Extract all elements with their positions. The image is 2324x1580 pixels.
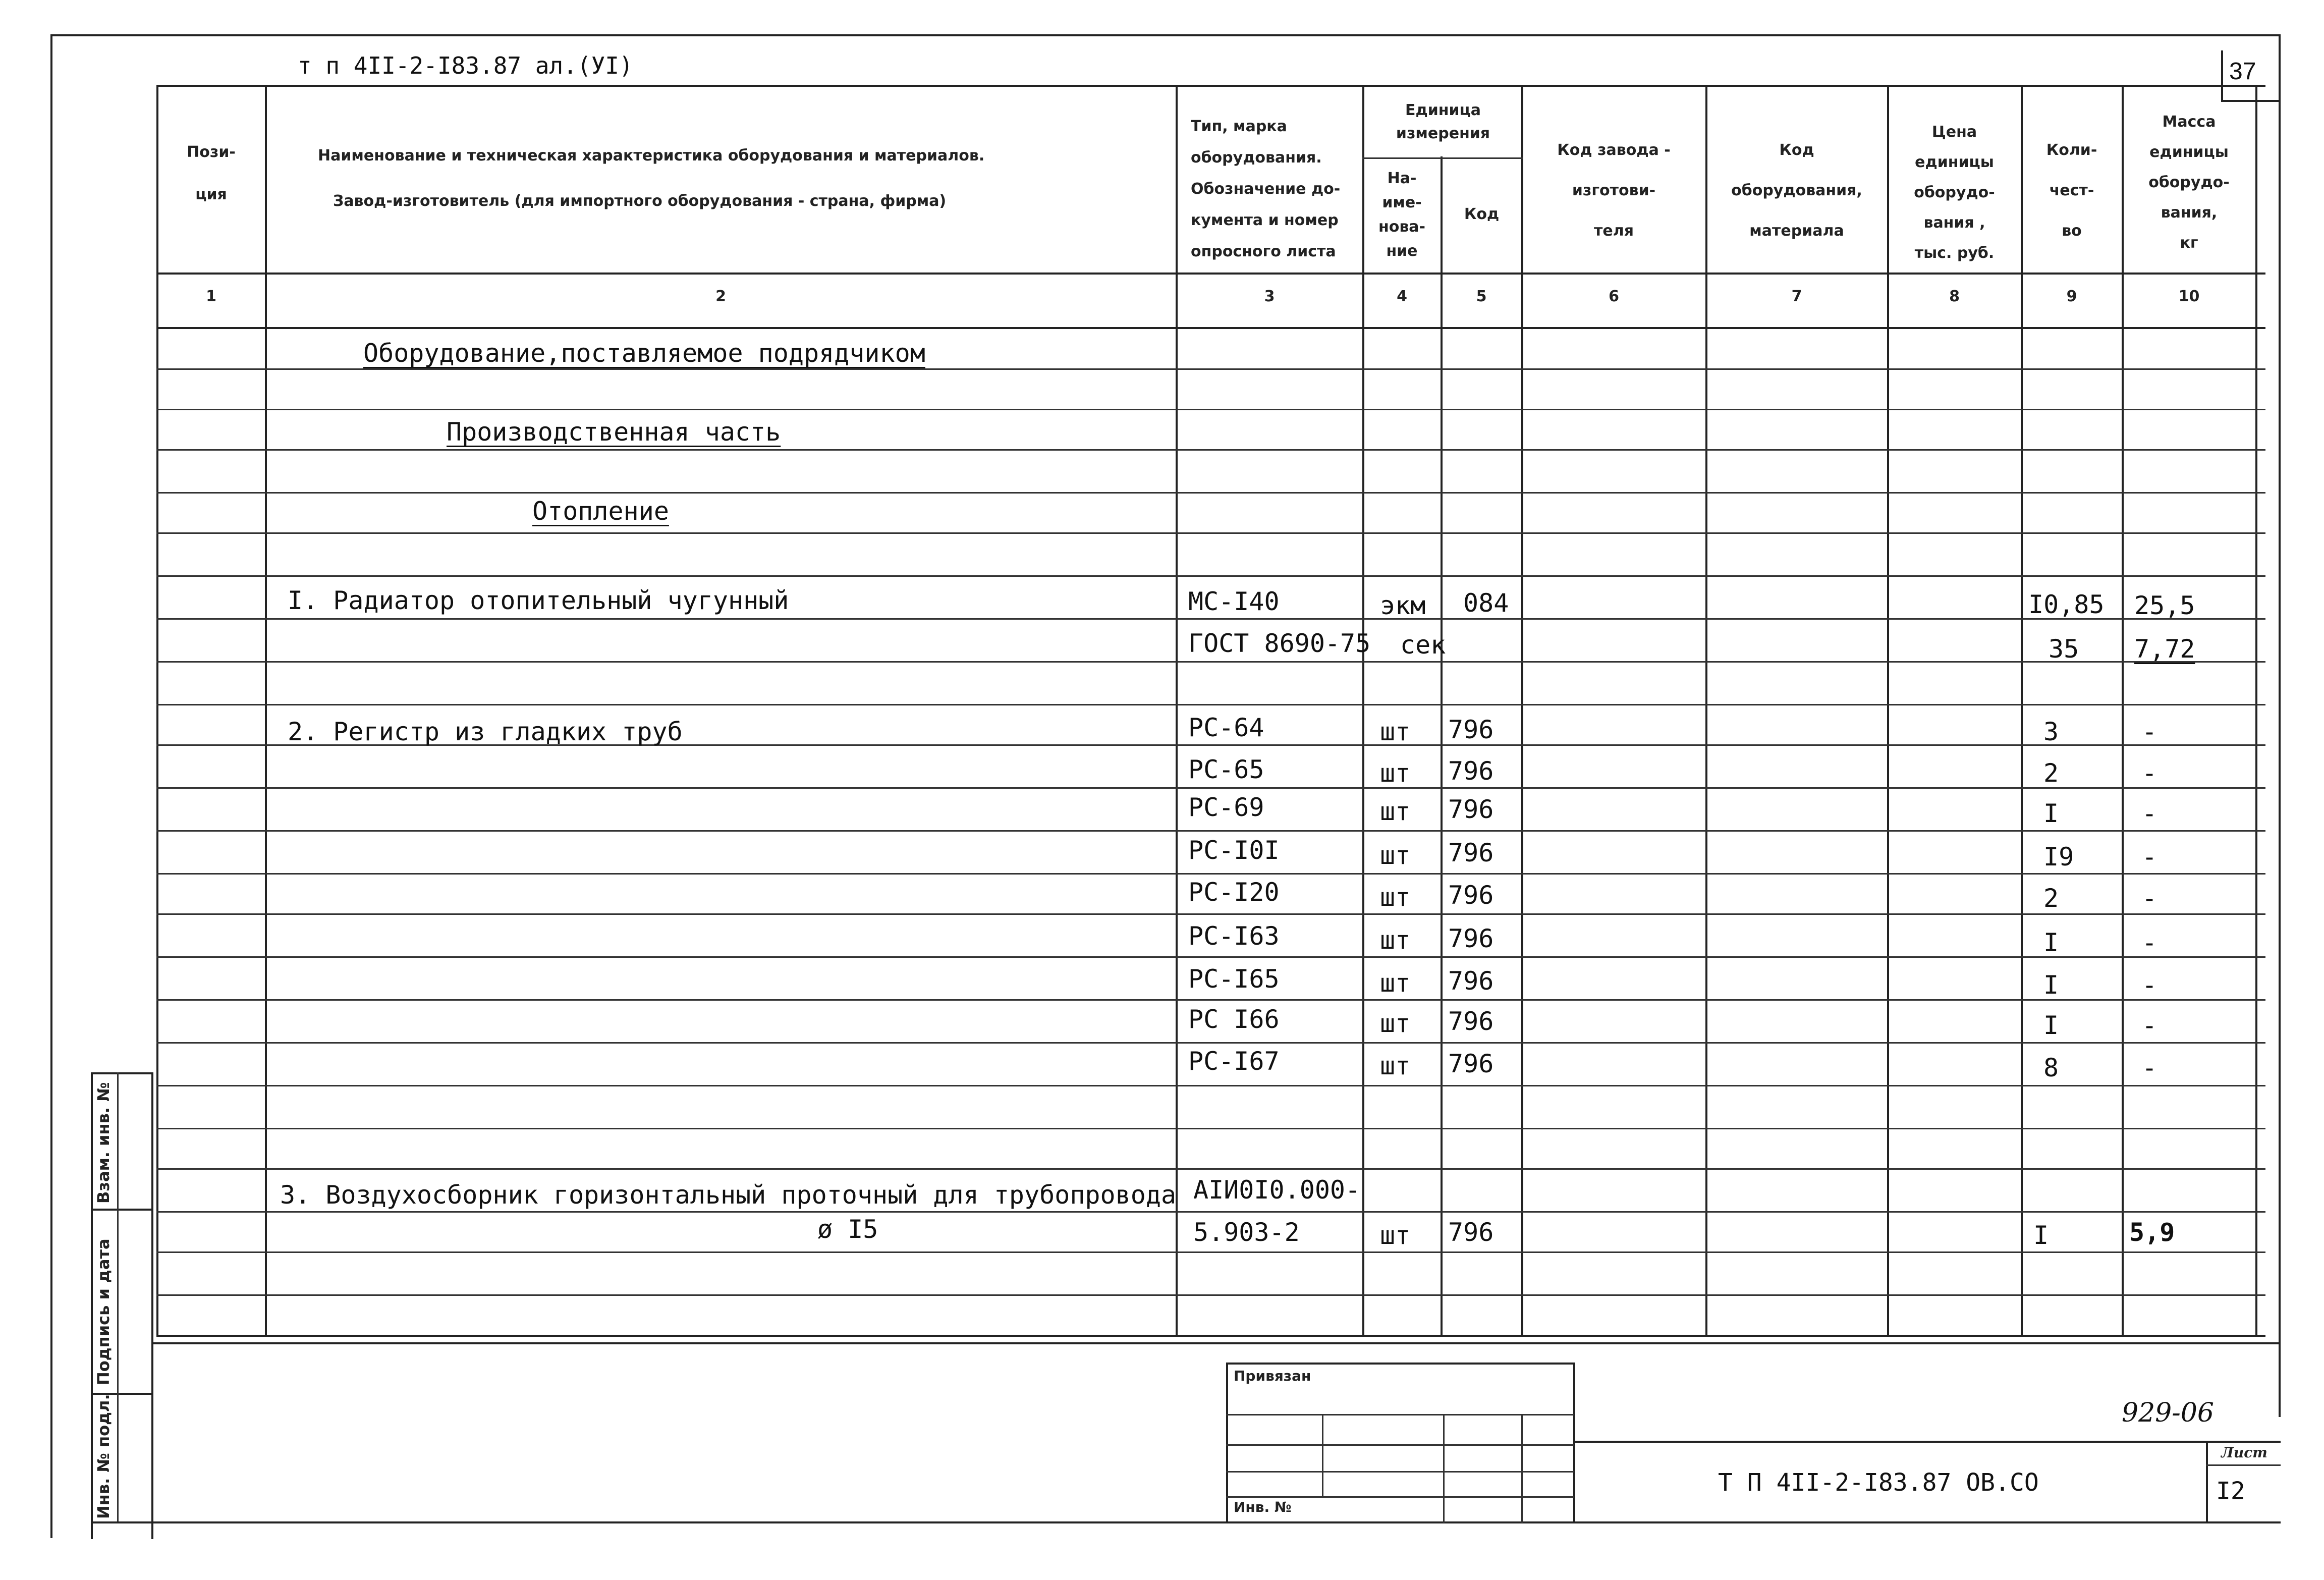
row-line xyxy=(156,704,2265,705)
col-header-9: Коли- чест- во xyxy=(2046,141,2097,240)
item-type: РС I66 xyxy=(1188,1005,1280,1034)
title-block-line xyxy=(1573,1441,2281,1443)
row-line xyxy=(156,913,2265,915)
top-border xyxy=(50,34,2281,36)
row-line xyxy=(156,575,2265,577)
item-unit: шт xyxy=(1380,841,1411,870)
col-num-9: 9 xyxy=(2066,288,2077,305)
item-type: 5.903-2 xyxy=(1193,1218,1300,1247)
item-type: РС-65 xyxy=(1188,755,1264,784)
item-type: МС-I40 xyxy=(1188,587,1280,616)
item-name: ø I5 xyxy=(817,1215,878,1244)
attached-box-line xyxy=(1573,1363,1575,1523)
row-line xyxy=(156,999,2265,1001)
col-line xyxy=(2255,85,2257,1336)
row-line xyxy=(156,449,2265,451)
item-unit: экм xyxy=(1380,591,1426,620)
inv-label: Инв. № xyxy=(1234,1499,1292,1515)
row-line xyxy=(156,1085,2265,1086)
side-stamp-line xyxy=(151,1072,153,1539)
col-num-10: 10 xyxy=(2178,288,2200,305)
item-unit: шт xyxy=(1380,797,1411,826)
col-num-6: 6 xyxy=(1609,288,1619,305)
item-mass: - xyxy=(2142,842,2157,871)
col-num-4: 4 xyxy=(1397,288,1407,305)
item-type: РС-I63 xyxy=(1188,921,1280,951)
item-code: 796 xyxy=(1448,715,1494,744)
col-header-3: Тип, марка оборудования. Обозначение до- кумента и номер опросного листа xyxy=(1191,118,1341,260)
item-mass: - xyxy=(2142,1053,2157,1082)
unit-group-divider xyxy=(1362,157,1523,159)
row-line xyxy=(156,1211,2265,1213)
col-line xyxy=(1176,85,1178,1336)
col-line xyxy=(1887,85,1889,1336)
item-unit: шт xyxy=(1380,883,1411,912)
item-qty: I xyxy=(2043,1011,2059,1040)
col-header-7: Код оборудования, материала xyxy=(1731,141,1862,240)
top-document-code: т п 4II-2-I83.87 ал.(УI) xyxy=(298,52,633,79)
section-title: Оборудование,поставляемое подрядчиком xyxy=(363,339,925,368)
bottom-document-code: Т П 4II-2-I83.87 ОВ.СО xyxy=(1718,1468,2039,1497)
item-code: 796 xyxy=(1448,838,1494,867)
row-line xyxy=(156,409,2265,410)
item-qty: I xyxy=(2043,799,2059,828)
row-line xyxy=(156,618,2265,620)
item-type: РС-I0I xyxy=(1188,836,1280,865)
item-code: 796 xyxy=(1448,924,1494,953)
item-type: РС-I65 xyxy=(1188,964,1280,994)
title-block-top-line xyxy=(151,1342,2281,1344)
item-mass: - xyxy=(2142,717,2157,746)
attached-box-line xyxy=(1226,1363,1574,1365)
item-code: 796 xyxy=(1448,1049,1494,1078)
item-mass: 25,5 xyxy=(2134,591,2195,620)
item-name: I. Радиатор отопительный чугунный xyxy=(288,586,789,615)
item-mass: - xyxy=(2142,970,2157,1000)
item-code: 796 xyxy=(1448,795,1494,824)
row-line xyxy=(156,956,2265,958)
col-line xyxy=(265,85,267,1336)
colnum-bottom-line xyxy=(156,327,2265,329)
item-code: 796 xyxy=(1448,881,1494,910)
item-qty: 2 xyxy=(2043,758,2059,788)
col-line xyxy=(156,85,158,1336)
item-type: АIИ0I0.000- xyxy=(1193,1175,1361,1205)
item-mass: - xyxy=(2142,799,2157,828)
row-line xyxy=(156,830,2265,832)
stamp-podpis-data: Подпись и дата xyxy=(94,1238,113,1385)
item-mass: - xyxy=(2142,884,2157,913)
item-unit: сек xyxy=(1400,630,1446,660)
col-num-8: 8 xyxy=(1949,288,1960,305)
item-type: ГОСТ 8690-75 xyxy=(1188,629,1371,658)
col-line xyxy=(1362,85,1364,1336)
item-name: 2. Регистр из гладких труб xyxy=(288,717,683,746)
side-stamp-line xyxy=(117,1072,119,1521)
sheet-label: Лист xyxy=(2221,1444,2267,1461)
sheet-box-line xyxy=(2206,1464,2281,1466)
item-qty: 2 xyxy=(2043,884,2059,913)
item-name: 3. Воздухосборник горизонтальный проточный для трубопровода xyxy=(280,1180,1177,1210)
row-line xyxy=(156,1042,2265,1044)
item-type: РС-I20 xyxy=(1188,878,1280,907)
stamp-inv-podl: Инв. № подл. xyxy=(94,1394,113,1519)
item-qty: 8 xyxy=(2043,1053,2059,1082)
col-num-7: 7 xyxy=(1791,288,1802,305)
item-code: 796 xyxy=(1448,1218,1494,1247)
col-header-8: Цена единицы оборудо- вания , тыс. руб. xyxy=(1914,123,1995,262)
header-bottom-line xyxy=(156,273,2265,275)
section-heating: Отопление xyxy=(532,497,669,526)
table-bottom-line xyxy=(156,1335,2265,1337)
side-stamp-line xyxy=(91,1072,153,1074)
item-unit: шт xyxy=(1380,968,1411,998)
item-code: 796 xyxy=(1448,756,1494,786)
side-stamp-line xyxy=(91,1209,153,1211)
col-header-4: На- име- нова- ние xyxy=(1378,170,1426,260)
row-line xyxy=(156,532,2265,534)
row-line xyxy=(156,1251,2265,1253)
side-stamp-line xyxy=(91,1072,93,1539)
col-num-3: 3 xyxy=(1264,288,1275,305)
col-num-2: 2 xyxy=(715,288,726,305)
attached-label: Привязан xyxy=(1234,1368,1311,1384)
handwritten-ref: 929-06 xyxy=(2122,1398,2214,1428)
sheet-number: I2 xyxy=(2216,1477,2245,1505)
col-line xyxy=(2122,85,2124,1336)
item-qty: 3 xyxy=(2043,717,2059,746)
row-line xyxy=(156,661,2265,663)
item-qty: I0,85 xyxy=(2028,590,2105,619)
row-line xyxy=(156,873,2265,875)
item-unit: шт xyxy=(1380,758,1411,788)
item-code: 796 xyxy=(1448,966,1494,996)
col-num-1: 1 xyxy=(206,288,216,305)
unit-group-header: Единица измерения xyxy=(1396,101,1490,142)
item-unit: шт xyxy=(1380,1221,1411,1250)
col-num-5: 5 xyxy=(1476,288,1487,305)
col-line xyxy=(1521,85,1523,1336)
item-type: РС-64 xyxy=(1188,713,1264,742)
item-type: РС-69 xyxy=(1188,793,1264,822)
item-code: 084 xyxy=(1463,588,1509,618)
row-line xyxy=(156,1294,2265,1296)
table-top-line xyxy=(156,85,2265,87)
row-line xyxy=(156,787,2265,789)
item-qty: I xyxy=(2043,970,2059,1000)
side-stamp-line xyxy=(91,1521,153,1523)
item-mass: - xyxy=(2142,1011,2157,1040)
attached-box-line xyxy=(1521,1414,1523,1523)
col-line xyxy=(1441,156,1443,1336)
attached-box-line xyxy=(1226,1363,1228,1523)
row-line xyxy=(156,1128,2265,1129)
row-line xyxy=(156,1168,2265,1170)
item-unit: шт xyxy=(1380,1051,1411,1080)
item-unit: шт xyxy=(1380,925,1411,955)
right-border xyxy=(2279,34,2281,1417)
item-mass: - xyxy=(2142,758,2157,788)
row-line xyxy=(156,368,2265,370)
item-unit: шт xyxy=(1380,717,1411,746)
section-subtitle: Производственная часть xyxy=(447,417,781,447)
item-mass: - xyxy=(2142,928,2157,957)
item-qty: I xyxy=(2033,1221,2049,1250)
item-type: РС-I67 xyxy=(1188,1047,1280,1076)
item-qty: I xyxy=(2043,928,2059,957)
page-number: 37 xyxy=(2229,58,2256,85)
bottom-border xyxy=(151,1521,2281,1523)
stamp-vzam-inv: Взам. инв. № xyxy=(94,1082,113,1204)
col-header-10: Масса единицы оборудо- вания, кг xyxy=(2148,113,2230,252)
item-qty: I9 xyxy=(2043,842,2074,871)
col-header-2: Наименование и техническая характеристика оборудования и материалов. Завод-изготовитель (для импортного оборудования - страна, фирма) xyxy=(318,147,985,210)
item-mass: 7,72 xyxy=(2134,634,2195,664)
left-border xyxy=(50,34,52,1538)
page-number-box-line xyxy=(2221,50,2223,101)
row-line xyxy=(156,492,2265,494)
col-line xyxy=(1705,85,1707,1336)
item-unit: шт xyxy=(1380,1009,1411,1038)
attached-box-line xyxy=(1322,1414,1323,1498)
attached-box-line xyxy=(1443,1414,1445,1523)
item-code: 796 xyxy=(1448,1007,1494,1036)
item-qty: 35 xyxy=(2049,634,2079,664)
col-header-5: Код xyxy=(1464,205,1500,223)
page-number-box-line xyxy=(2221,100,2281,102)
item-mass: 5,9 xyxy=(2129,1218,2175,1247)
col-header-6: Код завода - изготови- теля xyxy=(1557,141,1671,240)
col-header-1: Пози- ция xyxy=(187,143,236,203)
sheet-box-line xyxy=(2206,1441,2208,1523)
col-line xyxy=(2021,85,2023,1336)
